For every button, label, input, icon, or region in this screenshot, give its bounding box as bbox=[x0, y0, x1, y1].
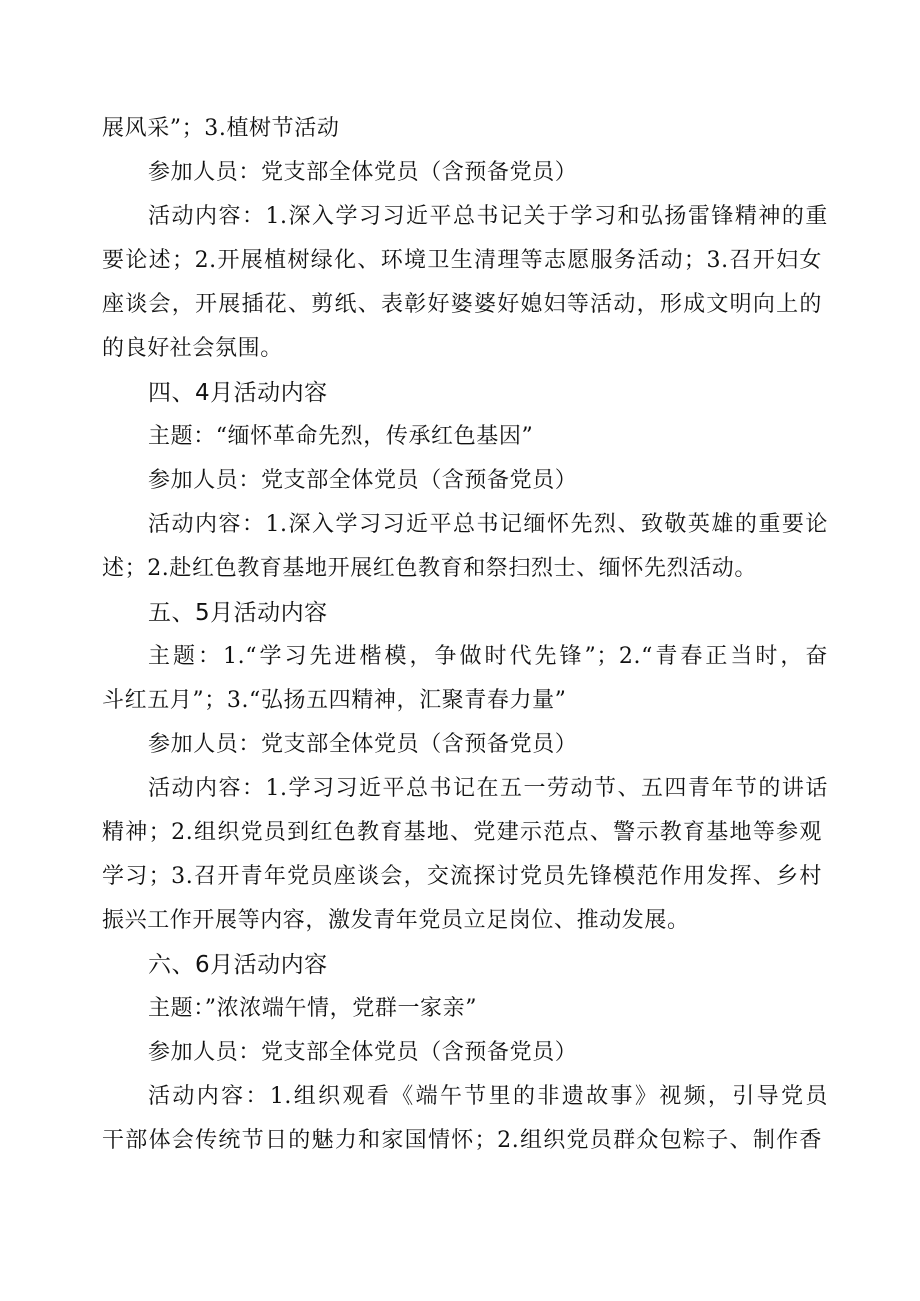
section-heading: 五、5月活动内容 bbox=[148, 600, 328, 626]
text-line: 活动内容：1.组织观看《端午节里的非遗故事》视频，引导党员 bbox=[148, 1084, 828, 1109]
text-line: 主题：”浓浓端午情，党群一家亲” bbox=[148, 996, 478, 1021]
text-line: 学习；3.召开青年党员座谈会，交流探讨党员先锋模范作用发挥、乡村 bbox=[102, 864, 822, 889]
text-line: 座谈会，开展插花、剪纸、表彰好婆婆好媳妇等活动，形成文明向上的 bbox=[102, 292, 822, 317]
text-line: 的良好社会氛围。 bbox=[102, 336, 283, 361]
text-line: 参加人员：党支部全体党员（含预备党员） bbox=[148, 160, 578, 185]
section-heading: 六、6月活动内容 bbox=[148, 952, 328, 978]
text-line: 斗红五月”；3.“弘扬五四精神，汇聚青春力量” bbox=[102, 688, 567, 713]
text-line: 活动内容：1.深入学习习近平总书记关于学习和弘扬雷锋精神的重 bbox=[148, 204, 828, 229]
text-line: 展风采”；3.植树节活动 bbox=[102, 116, 340, 141]
text-line: 干部体会传统节日的魅力和家国情怀；2.组织党员群众包粽子、制作香 bbox=[102, 1128, 822, 1153]
text-line: 参加人员：党支部全体党员（含预备党员） bbox=[148, 1040, 578, 1065]
text-line: 精神；2.组织党员到红色教育基地、党建示范点、警示教育基地等参观 bbox=[102, 820, 822, 845]
text-line: 振兴工作开展等内容，激发青年党员立足岗位、推动发展。 bbox=[102, 908, 690, 933]
section-heading: 四、4月活动内容 bbox=[148, 380, 328, 406]
text-line: 活动内容：1.深入学习习近平总书记缅怀先烈、致敬英雄的重要论 bbox=[148, 512, 828, 537]
text-line: 参加人员：党支部全体党员（含预备党员） bbox=[148, 732, 578, 757]
text-line: 述；2.赴红色教育基地开展红色教育和祭扫烈士、缅怀先烈活动。 bbox=[102, 556, 757, 581]
text-line: 主题：“缅怀革命先烈，传承红色基因” bbox=[148, 424, 534, 449]
text-line: 主题：1.“学习先进楷模，争做时代先锋”；2.“青春正当时，奋 bbox=[148, 644, 828, 669]
text-line: 参加人员：党支部全体党员（含预备党员） bbox=[148, 468, 578, 493]
text-line: 要论述；2.开展植树绿化、环境卫生清理等志愿服务活动；3.召开妇女 bbox=[102, 248, 822, 273]
text-line: 活动内容：1.学习习近平总书记在五一劳动节、五四青年节的讲话 bbox=[148, 776, 828, 801]
